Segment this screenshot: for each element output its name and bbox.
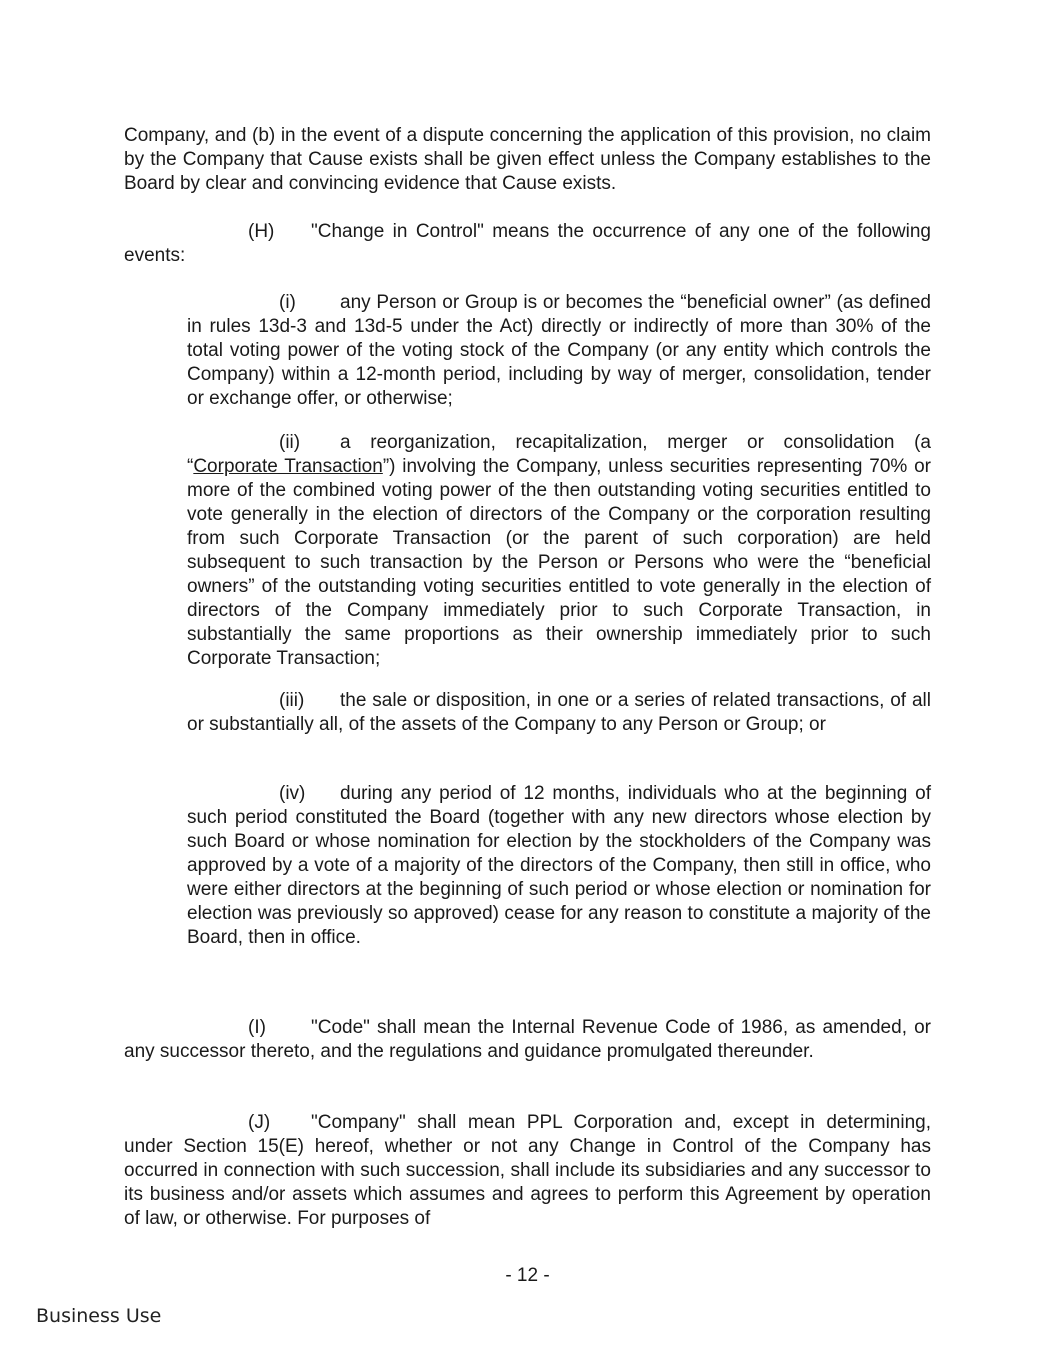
- item-i-label: (i): [279, 292, 296, 313]
- item-iii-text: the sale or disposition, in one or a series of related transactions, of all or substantially all, of the assets of the Company to any Person or Group; or: [187, 690, 931, 735]
- section-j-text: "Company" shall mean PPL Corporation and, except in determining, under Section 15(E) hereof, whether or not any Change in Control of the Company has occurred in connection with such succession, shall include its subsidiaries and any successor to its business and/or assets which assumes and agrees to perform this Agreement by operation of law, or otherwise. For purposes of: [124, 1112, 931, 1229]
- section-i-text: "Code" shall mean the Internal Revenue Code of 1986, as amended, or any successor thereto, and the regulations and guidance promulgated thereunder.: [124, 1017, 931, 1062]
- classification-label: Business Use: [36, 1305, 162, 1327]
- section-i-label: (I): [248, 1017, 266, 1038]
- corporate-transaction-defined-term: Corporate Transaction: [193, 456, 383, 477]
- section-j-label: (J): [248, 1112, 271, 1133]
- item-ii-text-before: a reorganization, recapitalization, merger or consolidation (a “: [187, 432, 931, 477]
- section-h-text: "Change in Control" means the occurrence of any one of the following events:: [124, 221, 931, 266]
- page-number: - 12 -: [505, 1265, 550, 1286]
- section-j-paragraph: [124, 1111, 931, 1231]
- section-i-paragraph: [124, 1016, 931, 1064]
- item-ii-text-after: ”) involving the Company, unless securities representing 70% or more of the combined voting power of the then outstanding voting securities entitled to vote generally in the election of directors of the Company or the corporation resulting from such Corporate Transaction (or the parent of such corporation) are held subsequent to such transaction by the Person or Persons who were the “beneficial owners” of the outstanding voting securities entitled to vote generally in the election of directors of the Company immediately prior to such Corporate Transaction, in substantially the same proportions as their ownership immediately prior to such Corporate Transaction;: [187, 456, 931, 669]
- item-iv-label: (iv): [279, 783, 306, 804]
- item-i-paragraph: [187, 291, 931, 411]
- item-iv-text: during any period of 12 months, individuals who at the beginning of such period constituted the Board (together with any new directors whose election by such Board or whose nomination for election by the stockholders of the Company was approved by a vote of a majority of the directors of the Company, then still in office, who were either directors at the beginning of such period or whose election or nomination for election was previously so approved) cease for any reason to constitute a majority of the Board, then in office.: [187, 783, 931, 948]
- item-iii-label: (iii): [279, 690, 305, 711]
- section-h-label: (H): [248, 221, 275, 242]
- item-ii-label: (ii): [279, 432, 301, 453]
- item-ii-paragraph: [187, 431, 931, 671]
- item-i-text: any Person or Group is or becomes the “beneficial owner” (as defined in rules 13d-3 and 13d-5 under the Act) directly or indirectly of more than 30% of the total voting power of the voting stock of the Company (or any entity which controls the Company) within a 12-month period, including by way of merger, consolidation, tender or exchange offer, or otherwise;: [187, 292, 931, 409]
- section-h-paragraph: [124, 220, 931, 268]
- item-iii-paragraph: [187, 689, 931, 737]
- opening-text: Company, and (b) in the event of a dispute concerning the application of this provision, no claim by the Company that Cause exists shall be given effect unless the Company establishes to the Board by clear and convincing evidence that Cause exists.: [124, 125, 931, 194]
- opening-paragraph: [124, 124, 931, 196]
- item-iv-paragraph: [187, 782, 931, 950]
